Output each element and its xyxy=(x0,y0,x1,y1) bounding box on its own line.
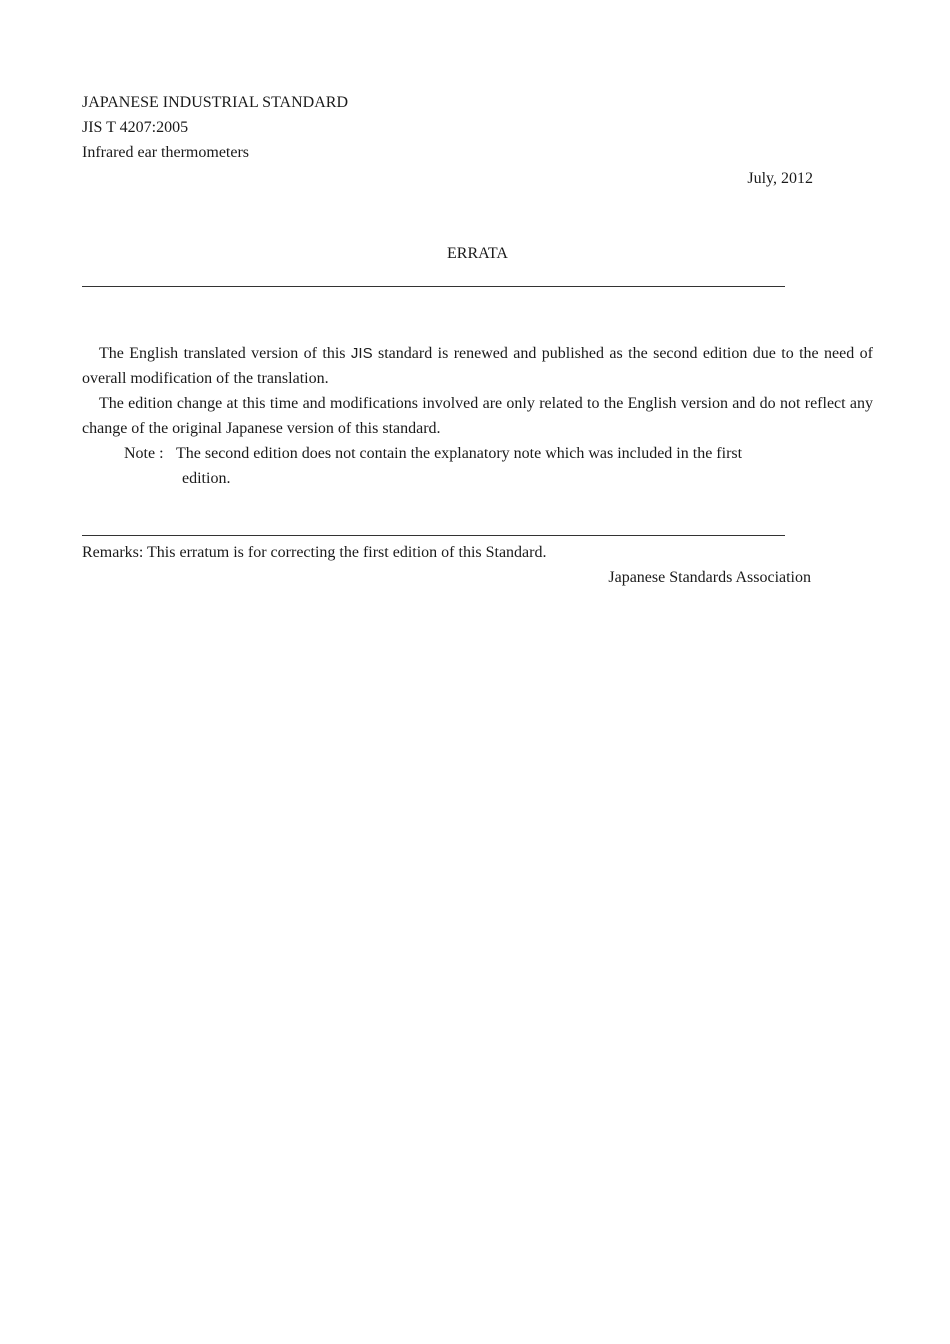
paragraph-1-text-end: standard is renewed and published as the second edition due to the need of overall modification of the translation. xyxy=(82,345,873,387)
bottom-divider xyxy=(82,535,785,536)
note-label: Note : xyxy=(124,445,164,462)
publisher: Japanese Standards Association xyxy=(608,569,811,586)
errata-heading: ERRATA xyxy=(447,245,508,262)
paragraph-1-text-start: The English translated version of this xyxy=(99,345,351,362)
top-divider xyxy=(82,286,785,287)
paragraph-2: The edition change at this time and modifications involved are only related to the English version and do not reflect any change of the original Japanese version of this standard. xyxy=(82,395,873,437)
remarks: Remarks: This erratum is for correcting the first edition of this Standard. xyxy=(82,544,547,561)
note-text-line-1: The second edition does not contain the explanatory note which was included in the first xyxy=(176,445,743,462)
standard-number: JIS T 4207:2005 xyxy=(82,119,189,136)
note-text xyxy=(124,441,873,491)
standard-title: Infrared ear thermometers xyxy=(82,144,250,161)
standard-type: JAPANESE INDUSTRIAL STANDARD xyxy=(82,94,348,111)
jis-abbreviation: JIS xyxy=(350,345,373,362)
paragraph-1 xyxy=(82,341,873,391)
note-text-line-2: edition. xyxy=(182,470,231,487)
note-block xyxy=(124,441,873,491)
errata-date: July, 2012 xyxy=(747,170,813,187)
